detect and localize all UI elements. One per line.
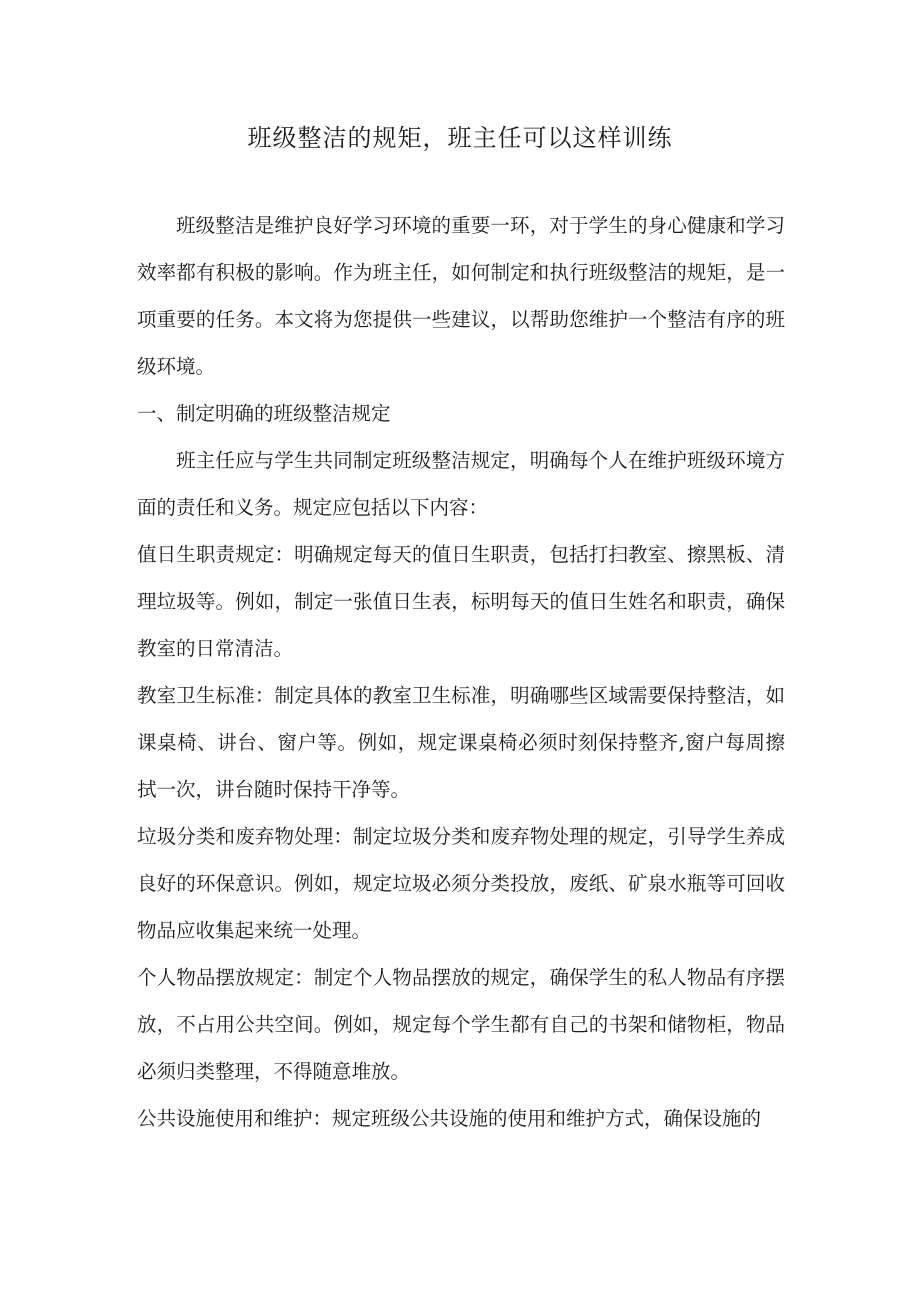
public-facilities-paragraph: 公共设施使用和维护：规定班级公共设施的使用和维护方式，确保设施的 [137, 1107, 762, 1130]
waste-sorting-paragraph: 垃圾分类和废弃物处理：制定垃圾分类和废弃物处理的规定，引导学生养成良好的环保意识。例如，规定垃圾必须分类投放，废纸、矿泉水瓶等可回收物品应收集起来统一处理。 [137, 825, 785, 942]
document-body [137, 202, 785, 1142]
document-title: 班级整洁的规矩，班主任可以这样训练 [247, 124, 673, 152]
section-heading: 一、制定明确的班级整洁规定 [137, 402, 391, 425]
intro-paragraph: 班级整洁是维护良好学习环境的重要一环，对于学生的身心健康和学习效率都有积极的影响。作为班主任，如何制定和执行班级整洁的规矩，是一项重要的任务。本文将为您提供一些建议，以帮助您维护一个整洁有序的班级环境。 [137, 214, 785, 378]
duty-rules-paragraph: 值日生职责规定：明确规定每天的值日生职责，包括打扫教室、擦黑板、清理垃圾等。例如，制定一张值日生表，标明每天的值日生姓名和职责，确保教室的日常清洁。 [137, 543, 785, 660]
classroom-hygiene-paragraph: 教室卫生标准：制定具体的教室卫生标准，明确哪些区域需要保持整洁，如课桌椅、讲台、窗户等。例如，规定课桌椅必须时刻保持整齐,窗户每周擦拭一次，讲台随时保持干净等。 [137, 684, 785, 801]
section-paragraph: 班主任应与学生共同制定班级整洁规定，明确每个人在维护班级环境方面的责任和义务。规定应包括以下内容： [137, 449, 785, 519]
personal-items-paragraph: 个人物品摆放规定：制定个人物品摆放的规定，确保学生的私人物品有序摆放，不占用公共空间。例如，规定每个学生都有自己的书架和储物柜，物品必须归类整理，不得随意堆放。 [137, 966, 785, 1083]
